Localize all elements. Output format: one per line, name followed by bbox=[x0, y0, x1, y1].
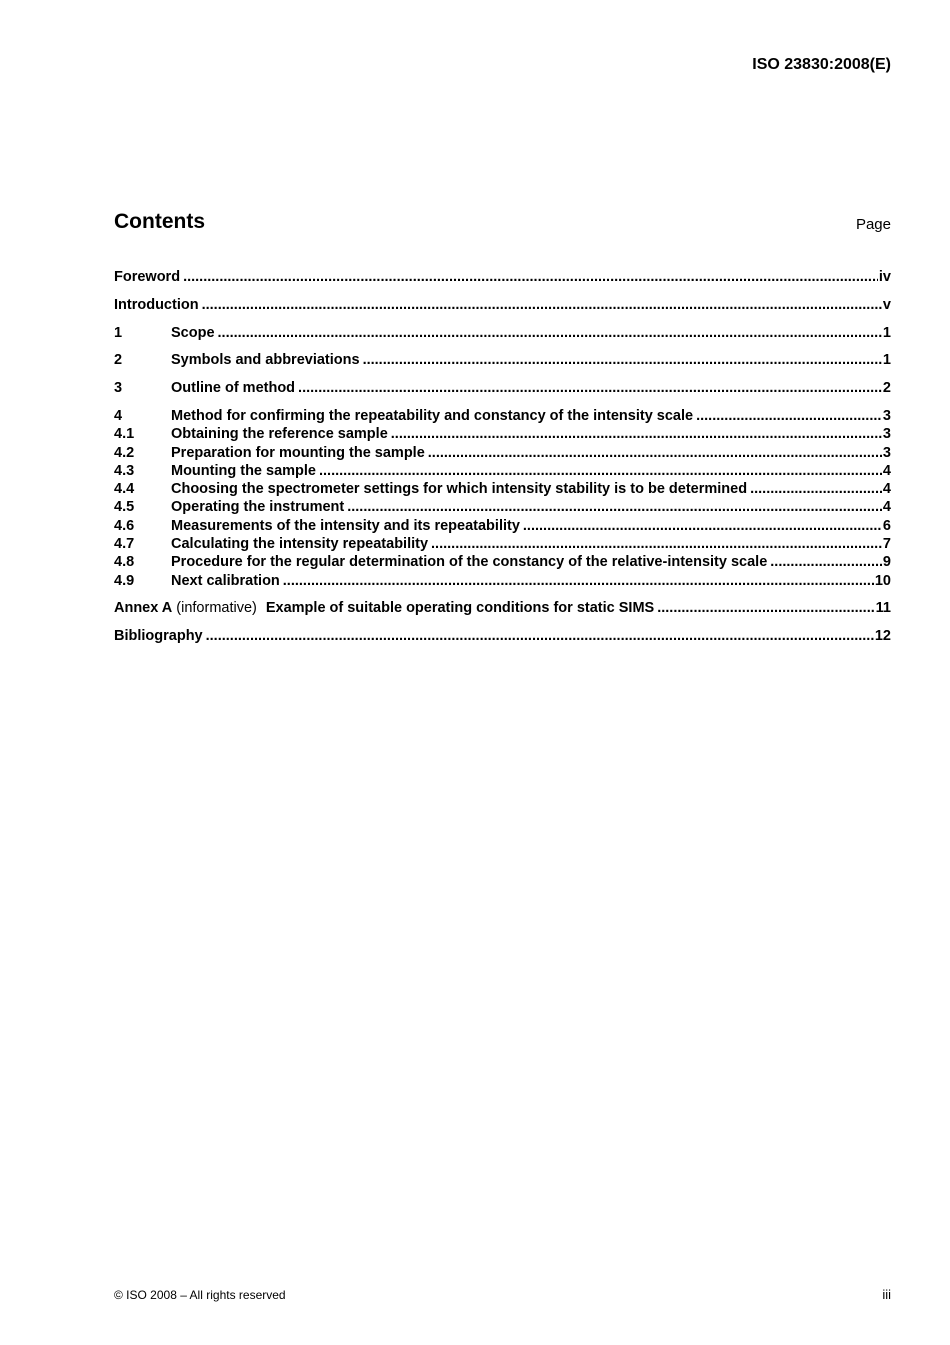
toc-entry-page: 11 bbox=[875, 600, 891, 617]
toc-entry-title: Choosing the spectrometer settings for which intensity stability is to be determined bbox=[171, 481, 748, 498]
toc-entry-introduction[interactable] bbox=[114, 296, 891, 314]
toc-entry-title: Obtaining the reference sample bbox=[171, 426, 388, 443]
toc-entry-page: 4 bbox=[882, 462, 891, 479]
toc-entry-annex-prefix: Annex A bbox=[114, 600, 173, 617]
toc-entry-4-7[interactable] bbox=[114, 535, 891, 553]
toc-entry-page: 1 bbox=[882, 352, 891, 369]
toc-entry-title: Next calibration bbox=[171, 572, 280, 589]
toc-entry-page: 6 bbox=[882, 517, 891, 534]
toc-entry-number: 4.1 bbox=[114, 426, 135, 443]
toc-entry-4-1[interactable] bbox=[114, 425, 891, 443]
toc-entry-number: 4.5 bbox=[114, 499, 135, 516]
toc-entry-number: 4.9 bbox=[114, 572, 135, 589]
toc-entry-number: 4.8 bbox=[114, 554, 135, 571]
toc-entry-number: 4.4 bbox=[114, 481, 135, 498]
toc-entry-title: Foreword bbox=[114, 269, 181, 285]
toc-entry-page: 3 bbox=[882, 444, 891, 461]
toc-entry-number: 4.3 bbox=[114, 462, 135, 479]
toc-entry-number: 1 bbox=[114, 324, 123, 341]
toc-entry-page: 12 bbox=[874, 628, 891, 645]
toc-entry-page: 4 bbox=[882, 499, 891, 516]
toc-entry-4-2[interactable] bbox=[114, 444, 891, 462]
toc-entry-4-3[interactable] bbox=[114, 462, 891, 480]
toc-entry-number: 2 bbox=[114, 352, 123, 369]
toc-entry-method[interactable] bbox=[114, 407, 891, 425]
toc-entry-scope[interactable] bbox=[114, 324, 891, 342]
toc-entry-page: 3 bbox=[882, 426, 891, 443]
toc-entry-number: 4.2 bbox=[114, 444, 135, 461]
toc-entry-number: 4.7 bbox=[114, 536, 135, 553]
toc-entry-page: 7 bbox=[882, 536, 891, 553]
toc-entry-number: 4.6 bbox=[114, 517, 135, 534]
toc-entry-annex-a[interactable] bbox=[114, 599, 891, 617]
copyright-notice: © ISO 2008 – All rights reserved bbox=[114, 1288, 286, 1302]
toc-entry-page: 9 bbox=[882, 554, 891, 571]
toc-entry-symbols[interactable] bbox=[114, 351, 891, 369]
toc-entry-page: v bbox=[882, 296, 891, 313]
toc-entry-title: Introduction bbox=[114, 296, 199, 313]
contents-title: Contents bbox=[114, 210, 205, 233]
toc-entry-title: Scope bbox=[171, 324, 215, 341]
toc-entry-outline[interactable] bbox=[114, 379, 891, 397]
toc-entry-title: Bibliography bbox=[114, 628, 203, 645]
toc-entry-title: Example of suitable operating conditions for static SIMS bbox=[265, 600, 655, 617]
toc-entry-4-4[interactable] bbox=[114, 480, 891, 498]
toc-entry-title: Calculating the intensity repeatability bbox=[171, 536, 429, 553]
toc-entry-4-9[interactable] bbox=[114, 572, 891, 590]
toc-entry-number: 4 bbox=[114, 407, 123, 424]
toc-entry-page: 10 bbox=[874, 572, 891, 589]
toc-entry-title: Measurements of the intensity and its repeatability bbox=[171, 517, 520, 534]
toc-entry-title: Procedure for the regular determination of the constancy of the relative-intensity scale bbox=[171, 554, 768, 571]
toc-entry-page: 1 bbox=[882, 324, 891, 341]
toc-entry-title: Mounting the sample bbox=[171, 462, 316, 479]
toc-entry-page: 2 bbox=[882, 380, 891, 397]
table-of-contents bbox=[114, 268, 891, 646]
page-number: iii bbox=[882, 1287, 891, 1302]
toc-entry-4-5[interactable] bbox=[114, 498, 891, 516]
toc-entry-page: 3 bbox=[882, 407, 891, 424]
toc-entry-title: Preparation for mounting the sample bbox=[171, 444, 425, 461]
document-id: ISO 23830:2008(E) bbox=[752, 56, 891, 73]
toc-entry-title: Symbols and abbreviations bbox=[171, 352, 360, 369]
toc-entry-annex-note: (informative) bbox=[176, 600, 257, 617]
toc-entry-page: iv bbox=[878, 269, 891, 285]
page-column-label: Page bbox=[855, 216, 891, 233]
toc-entry-title: Operating the instrument bbox=[171, 499, 345, 516]
toc-entry-foreword[interactable] bbox=[114, 268, 891, 286]
toc-entry-title: Method for confirming the repeatability and constancy of the intensity scale bbox=[171, 407, 694, 424]
toc-entry-4-8[interactable] bbox=[114, 553, 891, 571]
toc-entry-number: 3 bbox=[114, 380, 123, 397]
toc-entry-title: Outline of method bbox=[171, 380, 296, 397]
toc-entry-bibliography[interactable] bbox=[114, 627, 891, 645]
toc-entry-page: 4 bbox=[882, 481, 891, 498]
toc-entry-4-6[interactable] bbox=[114, 517, 891, 535]
